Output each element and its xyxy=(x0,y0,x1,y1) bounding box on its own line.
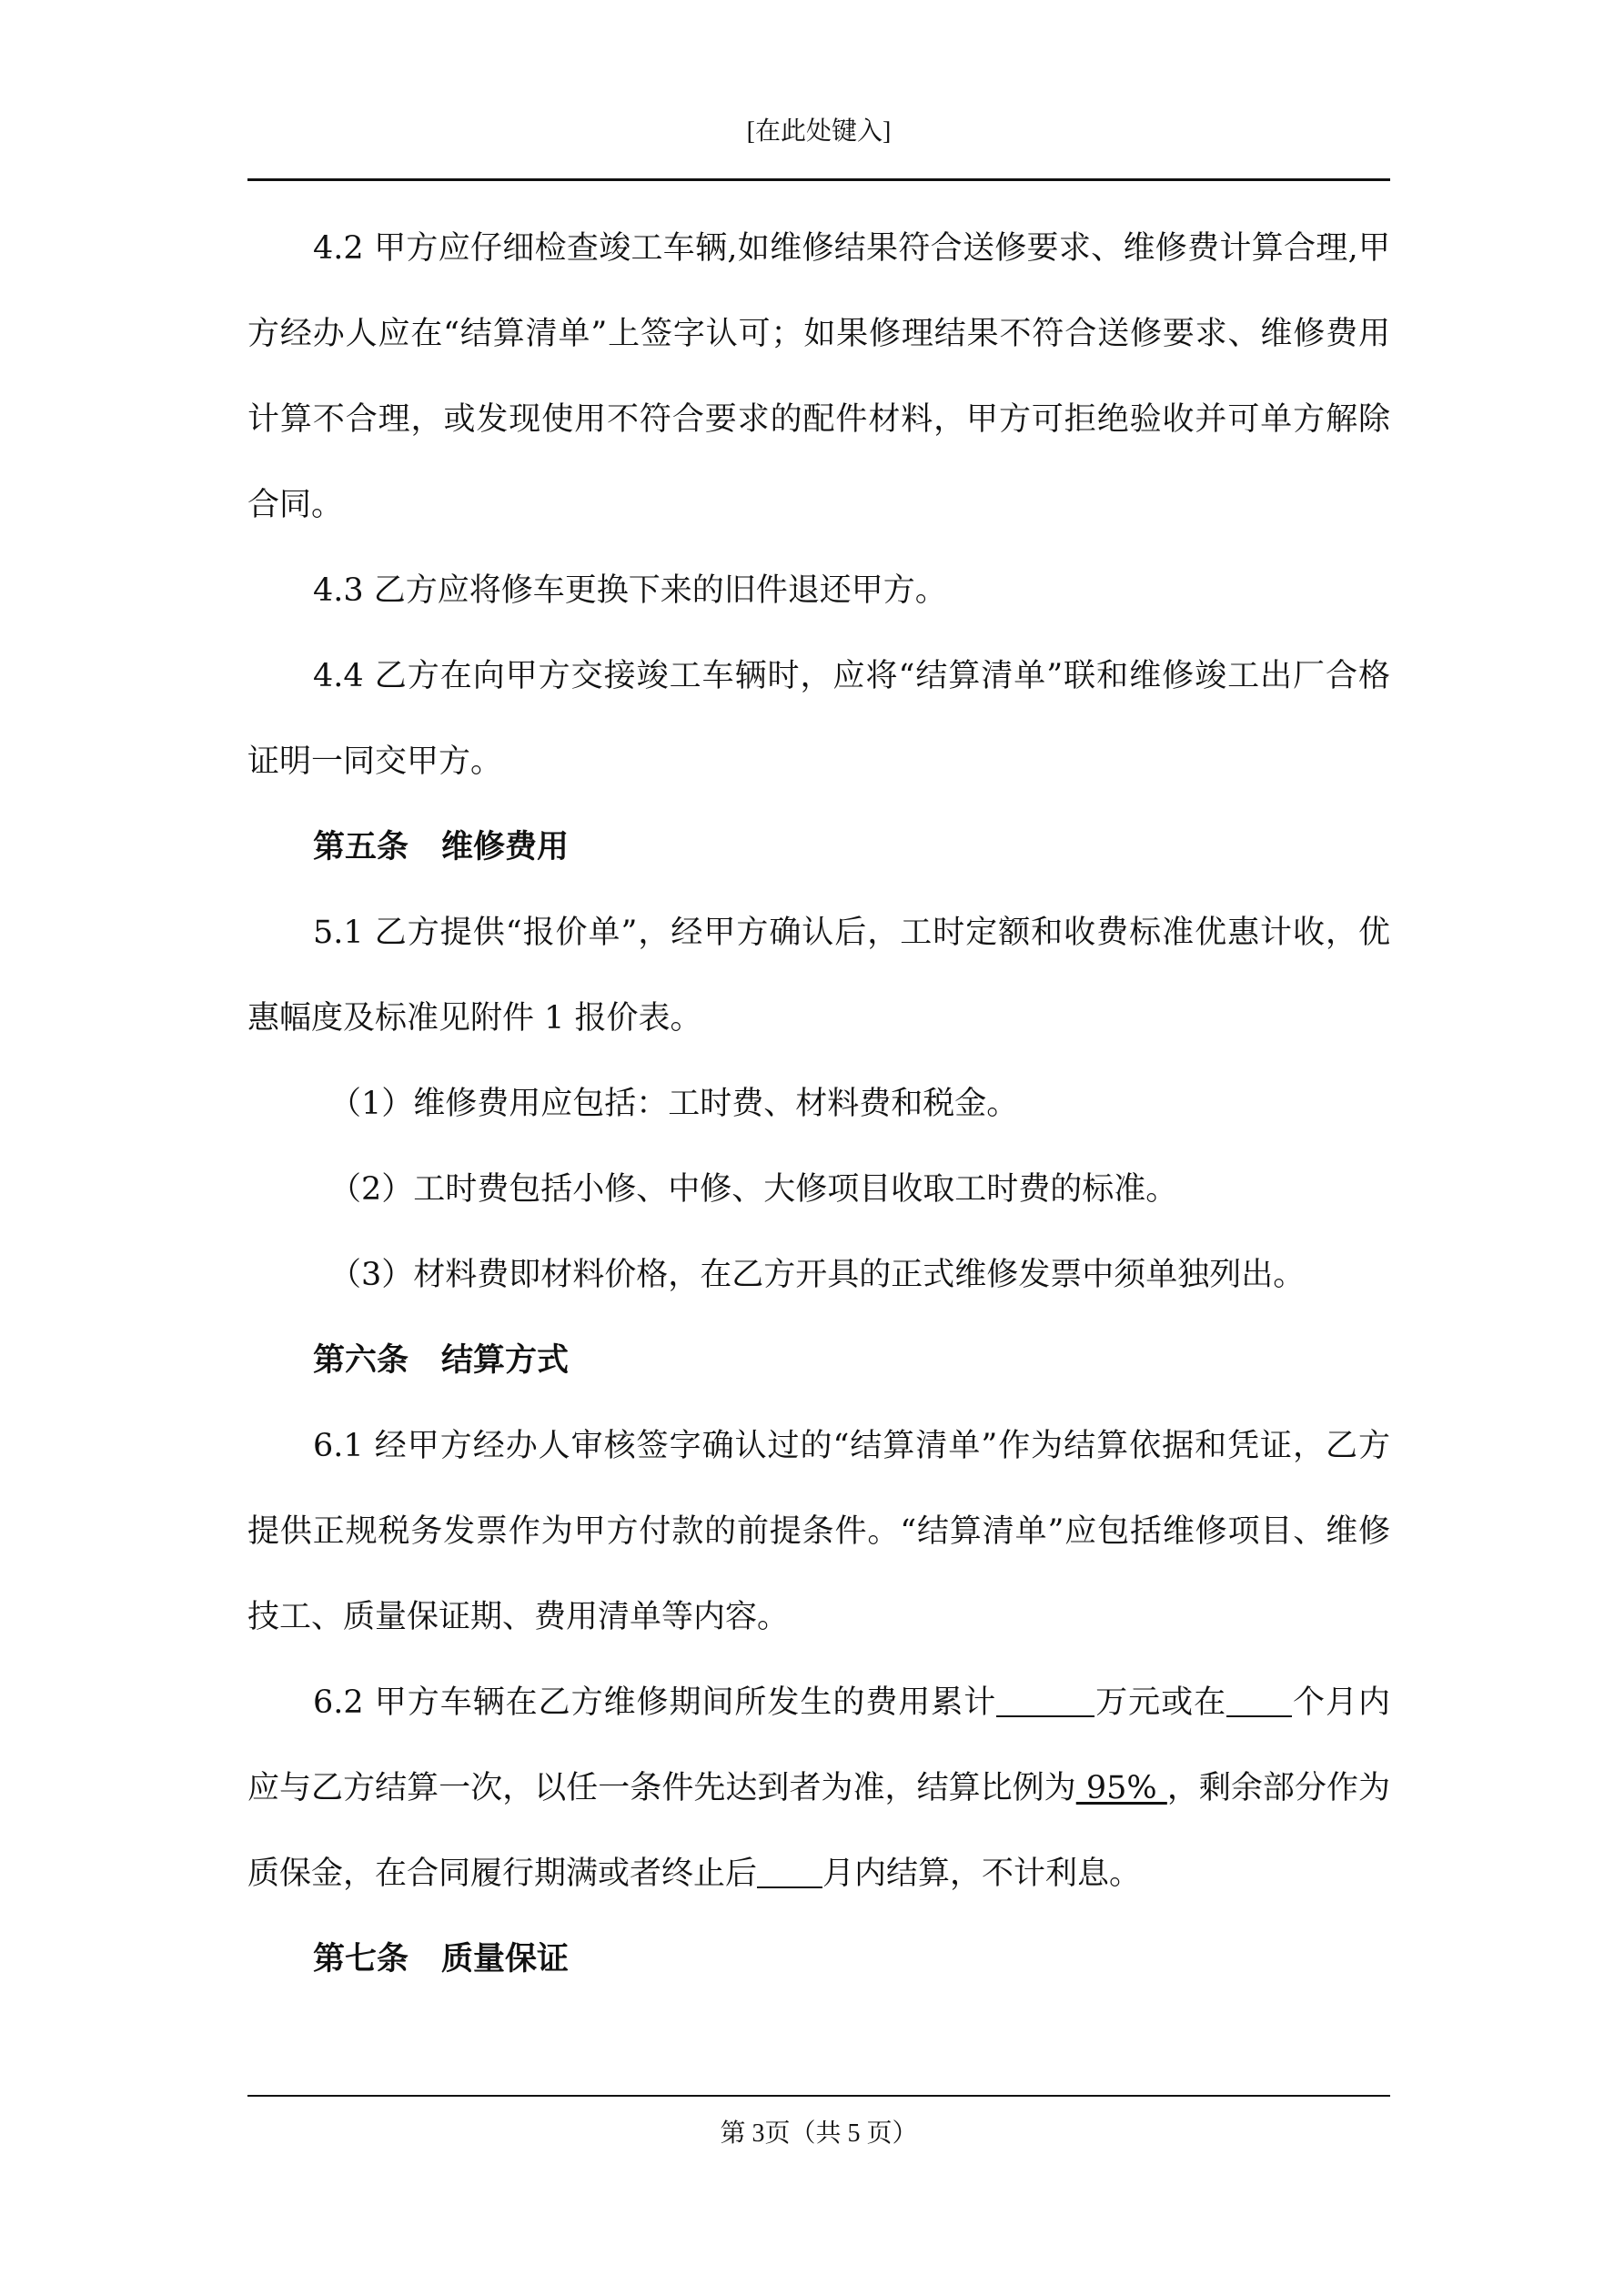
months-blank xyxy=(1226,1684,1292,1717)
footer-rule xyxy=(247,2095,1390,2097)
article-6-number: 第六条 xyxy=(313,1342,409,1379)
article-6-title: 结算方式 xyxy=(441,1342,570,1379)
clause-6-2-part-e: 月内结算，不计利息。 xyxy=(822,1856,1142,1892)
page-header: [在此处键入] xyxy=(746,117,892,146)
header-rule xyxy=(247,178,1390,181)
clause-5-item-2: （2）工时费包括小修、中修、大修项目收取工时费的标准。 xyxy=(329,1171,1178,1208)
article-6-heading xyxy=(247,1318,1390,1403)
article-7-heading xyxy=(247,1917,1390,2002)
clause-6-2-part-b: 万元或在 xyxy=(1094,1684,1227,1721)
document-body xyxy=(247,206,1390,2002)
clause-5-item-3: （3）材料费即材料价格，在乙方开具的正式维修发票中须单独列出。 xyxy=(329,1257,1306,1293)
article-7-title: 质量保证 xyxy=(441,1941,570,1977)
clause-6-2-part-c: 个月内应与乙方结算一次，以任一条件先达到者为准，结算比例为 xyxy=(247,1684,1390,1806)
clause-5-item-1: （1）维修费用应包括：工时费、材料费和税金。 xyxy=(329,1086,1019,1122)
clause-4-4: 4.4 乙方在向甲方交接竣工车辆时，应将“结算清单”联和维修竣工出厂合格证明一同交甲方。 xyxy=(247,658,1390,780)
article-5-number: 第五条 xyxy=(313,829,409,865)
amount-blank xyxy=(996,1684,1094,1717)
article-7-number: 第七条 xyxy=(313,1941,409,1977)
clause-5-1: 5.1 乙方提供“报价单”，经甲方确认后，工时定额和收费标准优惠计收，优惠幅度及标准见附件 1 报价表。 xyxy=(247,915,1390,1037)
clause-6-1: 6.1 经甲方经办人审核签字确认过的“结算清单”作为结算依据和凭证，乙方提供正规税务发票作为甲方付款的前提条件。“结算清单”应包括维修项目、维修技工、质量保证期、费用清单等内容。 xyxy=(247,1428,1390,1635)
clause-6-2-part-d: ，剩余部分作为质保金，在合同履行期满或者终止后 xyxy=(247,1770,1390,1892)
clause-6-2-part-a: 6.2 甲方车辆在乙方维修期间所发生的费用累计 xyxy=(313,1684,997,1721)
article-5-heading xyxy=(247,804,1390,890)
article-5-title: 维修费用 xyxy=(441,829,570,865)
warranty-months-blank xyxy=(757,1855,822,1888)
clause-4-2: 4.2 甲方应仔细检查竣工车辆,如维修结果符合送修要求、维修费计算合理,甲方经办人应在“结算清单”上签字认可；如果修理结果不符合送修要求、维修费用计算不合理，或发现使用不符合要求的配件材料，甲方可拒绝验收并可单方解除合同。 xyxy=(247,230,1390,523)
clause-4-3: 4.3 乙方应将修车更换下来的旧件退还甲方。 xyxy=(313,572,947,609)
settlement-ratio: 95% xyxy=(1075,1770,1167,1806)
page-footer: 第 3页（共 5 页） xyxy=(720,2119,918,2148)
clause-6-2 xyxy=(247,1660,1390,1917)
